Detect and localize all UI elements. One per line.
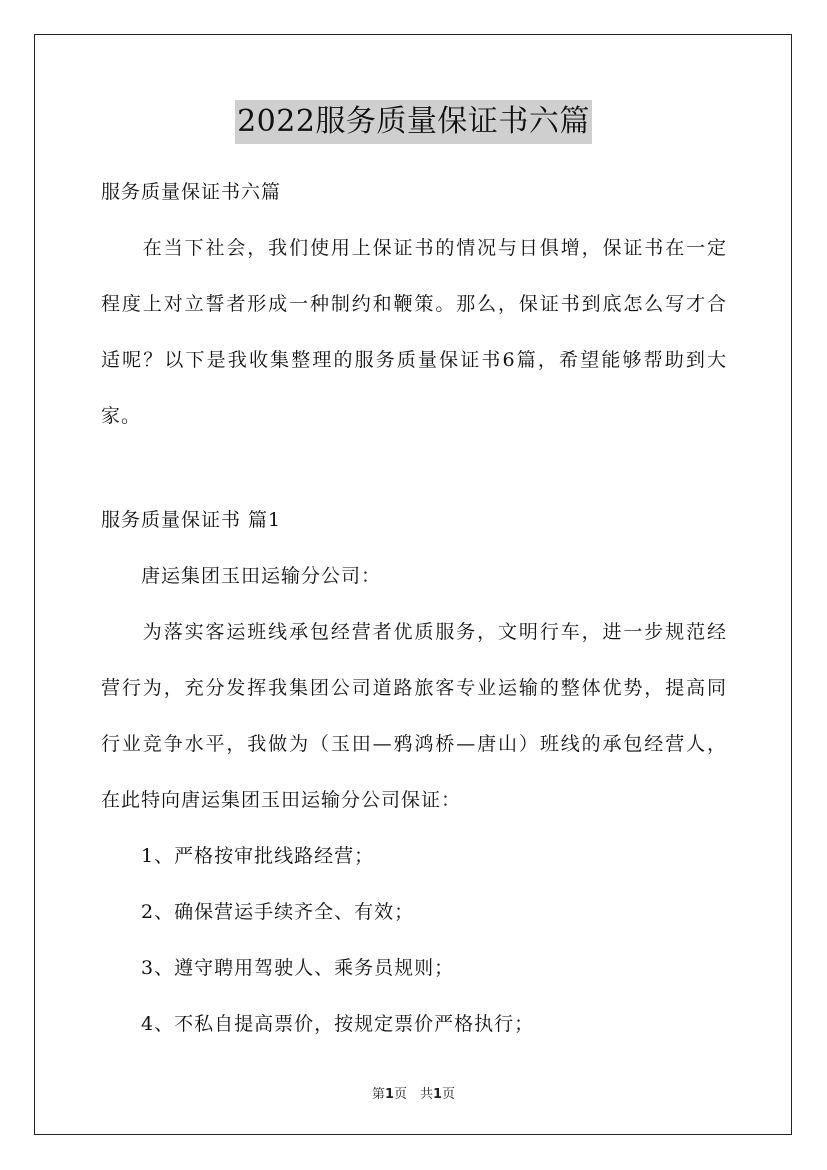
section-heading: 服务质量保证书 篇1 xyxy=(101,509,282,531)
intro-line-2: 程度上对立誓者形成一种制约和鞭策。那么，保证书到底怎么写才合 xyxy=(101,293,727,315)
body-line-2: 营行为，充分发挥我集团公司道路旅客专业运输的整体优势，提高同 xyxy=(101,677,727,699)
intro-line-3: 适呢？以下是我收集整理的服务质量保证书6篇，希望能够帮助到大 xyxy=(101,349,727,371)
addressee: 唐运集团玉田运输分公司： xyxy=(101,565,382,587)
footer-prefix: 第 xyxy=(371,1087,385,1102)
page-footer xyxy=(0,1083,827,1102)
body-line-3: 行业竞争水平，我做为（玉田—鸦鸿桥—唐山）班线的承包经营人， xyxy=(101,733,727,755)
document-title: 2022服务质量保证书六篇 xyxy=(235,100,592,144)
body-line-4: 在此特向唐运集团玉田运输分公司保证： xyxy=(101,789,462,811)
footer-suffix: 页 xyxy=(442,1087,456,1102)
footer-page-number: 1 xyxy=(384,1087,394,1102)
intro-line-1: 在当下社会，我们使用上保证书的情况与日俱增，保证书在一定 xyxy=(101,237,727,259)
footer-mid: 页 共 xyxy=(393,1087,433,1102)
list-item: 2、确保营运手续齐全、有效； xyxy=(101,901,415,923)
intro-line-4: 家。 xyxy=(101,405,142,427)
list-item: 3、遵守聘用驾驶人、乘务员规则； xyxy=(101,957,455,979)
body-line-1: 为落实客运班线承包经营者优质服务，文明行车，进一步规范经 xyxy=(101,621,727,643)
list-item: 4、不私自提高票价，按规定票价严格执行； xyxy=(101,1013,535,1035)
footer-page-total: 1 xyxy=(433,1087,443,1102)
subtitle: 服务质量保证书六篇 xyxy=(101,181,282,203)
title-wrap xyxy=(0,100,827,144)
list-item: 1、严格按审批线路经营； xyxy=(101,845,375,867)
